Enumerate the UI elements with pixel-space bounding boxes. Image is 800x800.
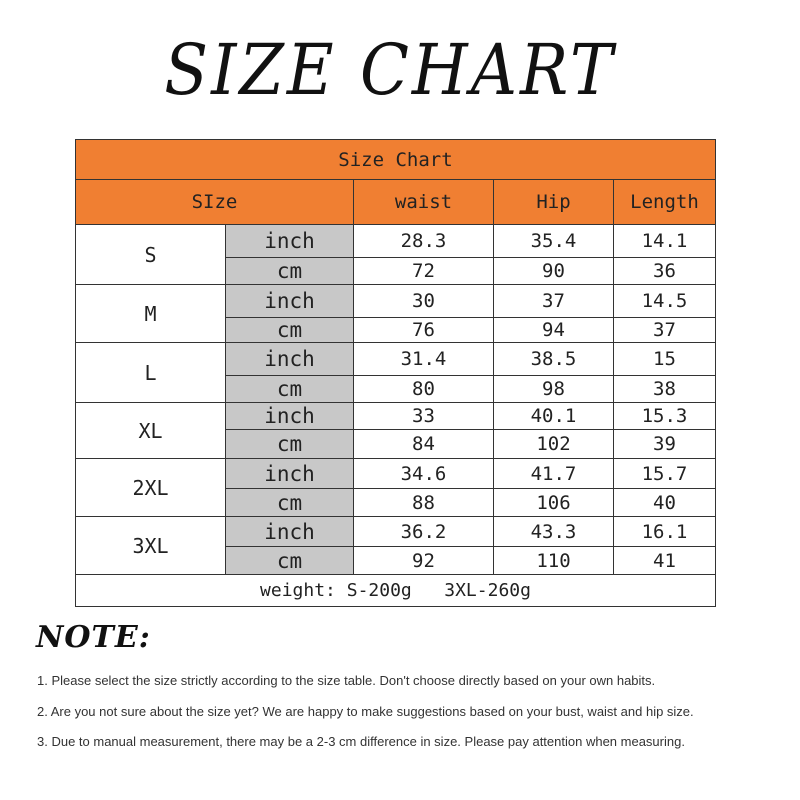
table-row [76,343,716,376]
measurement-cell: 41.7 [494,459,614,489]
measurement-cell: 15.7 [614,459,716,489]
measurement-cell: 28.3 [354,225,494,258]
measurement-cell: 40.1 [494,403,614,430]
page-title: SIZE CHART [164,30,616,112]
measurement-cell: 92 [354,547,494,575]
measurement-cell: 33 [354,403,494,430]
table-row [76,403,716,430]
measurement-cell: 39 [614,430,716,459]
measurement-cell: 31.4 [354,343,494,376]
size-label: 2XL [76,459,226,517]
measurement-cell: 76 [354,318,494,343]
measurement-cell: 84 [354,430,494,459]
measurement-cell: 14.5 [614,285,716,318]
table-body [76,225,716,575]
table-row [76,517,716,547]
weight-footer: weight: S-200g 3XL-260g [76,575,716,607]
unit-label: cm [226,547,354,575]
size-label: S [76,225,226,285]
measurement-cell: 14.1 [614,225,716,258]
note-heading: NOTE: [36,620,151,655]
measurement-cell: 106 [494,489,614,517]
unit-label: cm [226,258,354,285]
measurement-cell: 102 [494,430,614,459]
header-hip: Hip [494,180,614,225]
unit-label: cm [226,489,354,517]
note-line: 2. Are you not sure about the size yet? We are happy to make suggestions based on your bust, waist and hip size. [37,704,694,719]
measurement-cell: 30 [354,285,494,318]
size-table [75,139,716,607]
measurement-cell: 43.3 [494,517,614,547]
measurement-cell: 15.3 [614,403,716,430]
header-waist: waist [354,180,494,225]
unit-label: inch [226,225,354,258]
size-label: XL [76,403,226,459]
table-footer-row [76,575,716,607]
measurement-cell: 16.1 [614,517,716,547]
note-line: 3. Due to manual measurement, there may be a 2-3 cm difference in size. Please pay attention when measuring. [37,734,685,749]
header-size: SIze [76,180,354,225]
measurement-cell: 88 [354,489,494,517]
unit-label: cm [226,376,354,403]
measurement-cell: 40 [614,489,716,517]
measurement-cell: 72 [354,258,494,285]
measurement-cell: 98 [494,376,614,403]
measurement-cell: 36.2 [354,517,494,547]
header-length: Length [614,180,716,225]
measurement-cell: 94 [494,318,614,343]
table-row [76,459,716,489]
measurement-cell: 15 [614,343,716,376]
unit-label: cm [226,430,354,459]
size-label: L [76,343,226,403]
measurement-cell: 37 [614,318,716,343]
size-label: 3XL [76,517,226,575]
unit-label: inch [226,459,354,489]
measurement-cell: 34.6 [354,459,494,489]
unit-label: inch [226,403,354,430]
size-label: M [76,285,226,343]
unit-label: inch [226,285,354,318]
measurement-cell: 35.4 [494,225,614,258]
table-header-row [76,180,716,225]
measurement-cell: 90 [494,258,614,285]
measurement-cell: 80 [354,376,494,403]
table-caption: Size Chart [76,140,716,180]
unit-label: inch [226,343,354,376]
measurement-cell: 110 [494,547,614,575]
measurement-cell: 36 [614,258,716,285]
unit-label: inch [226,517,354,547]
table-caption-row [76,140,716,180]
measurement-cell: 37 [494,285,614,318]
measurement-cell: 38 [614,376,716,403]
note-line: 1. Please select the size strictly according to the size table. Don't choose directly based on your own habits. [37,673,656,688]
table-row [76,285,716,318]
unit-label: cm [226,318,354,343]
measurement-cell: 41 [614,547,716,575]
measurement-cell: 38.5 [494,343,614,376]
table-row [76,225,716,258]
